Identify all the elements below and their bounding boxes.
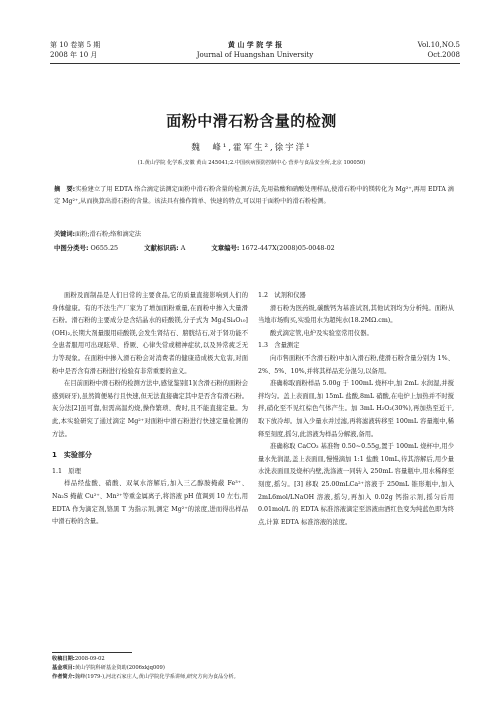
keywords-text: 面粉;滑石粉;络和滴定法 — [75, 231, 142, 238]
journal-name — [50, 40, 460, 60]
footnote-fund — [52, 664, 452, 673]
abstract-label: 摘 要: — [54, 186, 76, 193]
paper-title: 面粉中滑石粉含量的检测 — [166, 112, 337, 130]
subsection-heading-reagents: 1.2 试剂和仪器 — [258, 292, 306, 299]
affiliation: (1.黄山学院 化学系,安徽 黄山 245041;2.中国疾病预防控制中心 营养与食品安全所,北京 100050) — [137, 160, 366, 166]
footnote-author — [52, 673, 452, 682]
sample-prep-paragraph: 向市售面粉(不含滑石粉)中加入滑石粉,使滑石粉含量分别为 1%、2%、5%、10%,并将其样品充分混匀,以备用。 — [258, 354, 454, 375]
abstract-text: 实验建立了用 EDTA 络合滴定法测定面粉中滑石粉含量的检测方法,先用盐酸和硝酸处理样品,使滑石粉中的镁转化为 Mg²⁺,再用 EDTA 滴定 Mg²⁺,从而换算出滑石粉的含量。该法具有操作简单、快速的特点,可以用于面粉中的滑石粉检测。 — [54, 186, 454, 205]
received-value: 2008-09-02 — [74, 656, 105, 662]
volume-issue-en: Vol.10,NO.5 — [417, 41, 460, 49]
issue-date: 2008 年 10 月 — [50, 51, 98, 59]
right-column — [258, 290, 454, 529]
keywords — [54, 229, 454, 241]
standardization-paragraph: 准确称取 CaCO₃ 基准物 0.50~0.55g,置于 100mL 烧杯中,用少量水先润湿,盖上表面皿,慢慢滴加 1:1 盐酸 10mL,待其溶解后,用少量水洗表面皿及烧杯内壁,洗涤液一同转入 250mL 容量瓶中,用水稀释至刻度,摇匀。[3] 移取 25.00mLCa²⁺溶液于 250mL 锥形瓶中,加入 2mL6mol/LNaOH 溶液,摇匀,再加入 0.02g 钙指示剂,摇匀后用 0.01mol/L 的 EDTA 标准溶液滴定至溶液由酒红色变为纯蓝色即为终点,计算 EDTA 标准溶液的浓度。 — [258, 443, 454, 526]
intro-paragraph-2: 在目前面粉中滑石粉的检测方法中,感觉鉴别[1](含滑石粉的面粉会感到砑牙),虽然简便易行且快速,但无法直接确定其中是否含有滑石粉。灰分法[2]虽可靠,但需高温灼烧,操作繁琐、费时,且不能直接定量。为此,本实验研究了通过滴定 Mg²⁺对面粉中滑石粉进行快速定量检测的方法。 — [52, 380, 248, 438]
journal-name-cn: 黄 山 学 院 学 报 — [227, 41, 283, 49]
doc-code-label: 文献标识码: — [144, 244, 179, 252]
subsection-heading-principle: 1.1 原理 — [52, 467, 81, 475]
instruments-paragraph: 酸式滴定管,电炉及实验室常用仪器。 — [270, 329, 373, 337]
intro-paragraph-1: 面粉及面制品是人们日常的主要食品,它的质量直接影响到人们的身体健康。有的不法生产厂家为了增加面粉重量,在面粉中掺入大量滑石粉。滑石粉的主要成分是含结晶水的硅酸镁,分子式为 Mg₃[Si₄O₁₀](OH)₂,长期大剂量服用硅酸镁,会发生肾结石、膀胱结石,对于肾功能不全患者服用可出现眩晕、昏厥、心律失常或精神症状,以及异常疲乏无力等现象。在面粉中掺入滑石粉会对消费者的健康造成极大危害,对面粉中是否含有滑石粉进行检验有非常重要的意义。 — [52, 292, 248, 375]
doc-code-value: A — [180, 244, 186, 252]
footnotes — [52, 655, 452, 682]
running-header — [50, 40, 460, 66]
article-id-value: 1672-447X(2008)05-0048-02 — [241, 244, 335, 252]
clc-value: O655.25 — [90, 244, 119, 252]
fund-value: 黄山学院科研基金资助(2006xkjq009) — [74, 665, 165, 671]
fund-label: 基金项目: — [52, 665, 75, 671]
author-bio-value: 魏峰(1979-),河北石家庄人,黄山学院化学系讲师,研究方向为食品分析。 — [74, 674, 239, 680]
volume-issue: 第 10 卷第 5 期 — [50, 41, 101, 49]
classification-line — [54, 243, 454, 253]
subsection-heading-determination: 1.3 含量测定 — [258, 342, 300, 350]
footnote-received — [52, 655, 452, 664]
reagents-paragraph: 滑石粉为医药级,碳酸钙为基准试剂,其他试剂均为分析纯。面粉从当地市场购买,实验用水为超纯水(18.2MΩ.cm)。 — [258, 304, 454, 325]
author-bio-label: 作者简介: — [52, 674, 75, 680]
footnote-rule — [52, 652, 132, 653]
header-rule — [50, 63, 460, 64]
digestion-paragraph: 准确称取面粉样品 5.00g 于 100mL 烧杯中,加 2mL 水润湿,并搅拌均匀。盖上表面皿,加 15mL 盐酸,8mL 硝酸,在电炉上加热并不时搅拌,硝化至不见红棕色气体产生。加 3mL H₂O₂(30%),再加热至近干,取下放冷却。加入少量水并过滤,再将滤液转移至 100mL 容量瓶中,稀释至刻度,摇匀,此溶液为样品分解液,备用。 — [258, 380, 454, 438]
principle-paragraph: 样品经盐酸、硝酸、双氧水溶解后,加入三乙醇胺掩蔽 Fe³⁺、Na₂S 掩蔽 Cu²⁺、Mn²⁺等重金属离子,将溶液 pH 值调到 10 左右,用 EDTA 作为滴定剂,铬黑 T 为指示剂,测定 Mg²⁺的浓度,进而得出样品中滑石粉的含量。 — [52, 480, 248, 526]
issue-info-en — [418, 40, 460, 60]
received-label: 收稿日期: — [52, 656, 75, 662]
abstract — [54, 184, 454, 208]
left-column — [52, 290, 248, 529]
issue-date-en: Oct.2008 — [427, 51, 460, 59]
clc-label: 中图分类号: — [54, 244, 89, 252]
journal-name-en: Journal of Huangshan University — [196, 51, 314, 59]
section-heading-experimental: 1 实验部分 — [52, 451, 92, 460]
article-id-label: 文章编号: — [211, 244, 240, 252]
keywords-label: 关键词: — [54, 231, 76, 238]
authors: 魏 峰¹,霍军生²,徐宇洋¹ — [191, 143, 312, 153]
